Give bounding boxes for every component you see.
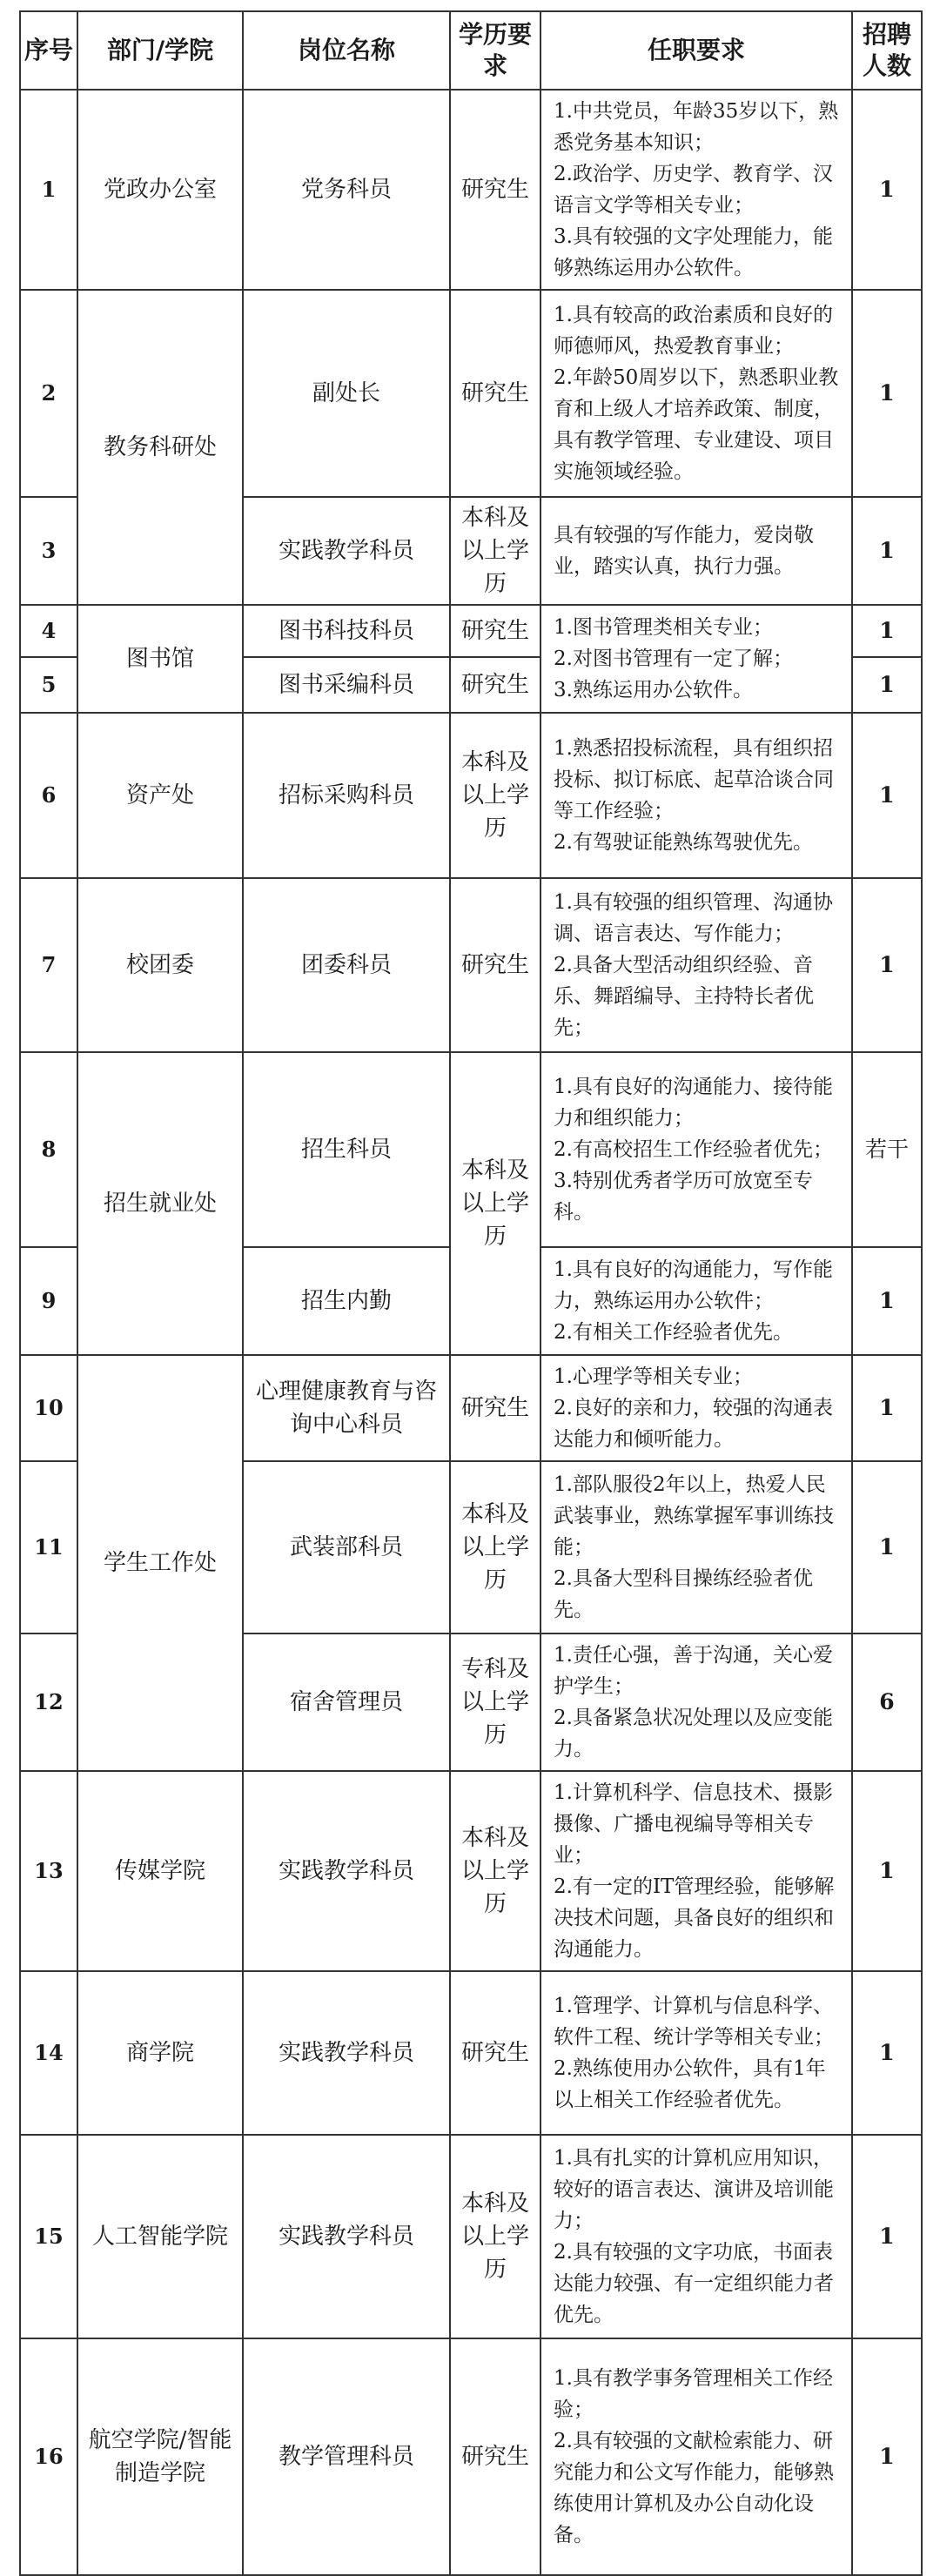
table-row <box>20 1052 922 1247</box>
row-education: 本科及以上学历 <box>450 713 540 878</box>
row-no: 3 <box>20 497 77 605</box>
header-dept: 部门/学院 <box>77 11 243 90</box>
row-education: 研究生 <box>450 878 540 1052</box>
row-education: 本科及以上学历 <box>450 2135 540 2338</box>
row-requirements <box>540 290 852 497</box>
requirement-line: 2.有驾驶证能熟练驾驶优先。 <box>554 831 813 854</box>
header-no: 序号 <box>20 11 77 90</box>
row-count: 6 <box>852 1633 922 1771</box>
row-count: 1 <box>852 290 922 497</box>
row-education: 研究生 <box>450 1355 540 1461</box>
row-requirements <box>540 605 852 713</box>
row-requirements <box>540 1971 852 2135</box>
row-requirements <box>540 90 852 290</box>
requirement-line: 2.政治学、历史学、教育学、汉语言文学等相关专业； <box>554 163 833 217</box>
requirement-line: 2.具有较强的文字功底，书面表达能力较强、有一定组织能力者优先。 <box>554 2241 834 2326</box>
header-education: 学历要求 <box>450 11 540 90</box>
requirement-line: 具有较强的写作能力，爱岗敬业，踏实认真，执行力强。 <box>554 524 814 578</box>
row-count: 1 <box>852 1461 922 1633</box>
requirement-line: 3.特别优秀者学历可放宽至专科。 <box>554 1170 813 1224</box>
table-row <box>20 878 922 1052</box>
row-position: 团委科员 <box>243 878 450 1052</box>
row-no: 12 <box>20 1633 77 1771</box>
row-requirements <box>540 1633 852 1771</box>
row-dept: 航空学院/智能制造学院 <box>77 2338 243 2575</box>
row-education: 研究生 <box>450 2338 540 2575</box>
row-position: 宿舍管理员 <box>243 1633 450 1771</box>
requirement-line: 1.具有良好的沟通能力，写作能力，熟练运用办公软件； <box>554 1258 833 1312</box>
row-position: 教学管理科员 <box>243 2338 450 2575</box>
requirement-line: 1.管理学、计算机与信息科学、软件工程、统计学等相关专业； <box>554 1995 834 2049</box>
row-position: 心理健康教育与咨询中心科员 <box>243 1355 450 1461</box>
row-position: 招生内勤 <box>243 1247 450 1355</box>
table-row <box>20 713 922 878</box>
requirement-line: 1.具有较高的政治素质和良好的师德师风，热爱教育事业； <box>554 304 833 358</box>
row-position: 图书采编科员 <box>243 657 450 713</box>
row-dept: 人工智能学院 <box>77 2135 243 2338</box>
table-row <box>20 2338 922 2575</box>
row-dept: 教务科研处 <box>77 290 243 605</box>
row-requirements <box>540 1247 852 1355</box>
row-position: 图书科技科员 <box>243 605 450 657</box>
row-education: 研究生 <box>450 657 540 713</box>
requirement-line: 1.心理学等相关专业； <box>554 1365 753 1388</box>
header-row <box>20 11 922 90</box>
row-requirements <box>540 2338 852 2575</box>
row-education: 研究生 <box>450 90 540 290</box>
row-count: 1 <box>852 1971 922 2135</box>
header-requirements: 任职要求 <box>540 11 852 90</box>
row-count: 1 <box>852 90 922 290</box>
row-no: 14 <box>20 1971 77 2135</box>
row-count: 1 <box>852 878 922 1052</box>
requirement-line: 2.年龄50周岁以下，熟悉职业教育和上级人才培养政策、制度，具有教学管理、专业建设、项目实施领域经验。 <box>554 366 839 483</box>
row-count: 若干 <box>852 1052 922 1247</box>
row-count: 1 <box>852 2338 922 2575</box>
requirement-line: 1.熟悉招投标流程，具有组织招投标、拟订标底、起草洽谈合同等工作经验； <box>554 737 834 822</box>
row-no: 8 <box>20 1052 77 1247</box>
table-row <box>20 1355 922 1461</box>
requirement-line: 2.具备大型科目操练经验者优先。 <box>554 1567 813 1621</box>
header-count: 招聘人数 <box>852 11 922 90</box>
row-education: 本科及以上学历 <box>450 1052 540 1355</box>
row-requirements <box>540 1355 852 1461</box>
row-count: 1 <box>852 605 922 657</box>
row-education: 专科及以上学历 <box>450 1633 540 1771</box>
row-no: 16 <box>20 2338 77 2575</box>
row-dept: 资产处 <box>77 713 243 878</box>
row-education: 本科及以上学历 <box>450 1461 540 1633</box>
row-education: 研究生 <box>450 290 540 497</box>
row-count: 1 <box>852 497 922 605</box>
row-no: 7 <box>20 878 77 1052</box>
row-position: 实践教学科员 <box>243 1971 450 2135</box>
row-dept: 商学院 <box>77 1971 243 2135</box>
requirement-line: 2.有相关工作经验者优先。 <box>554 1321 793 1344</box>
requirement-line: 2.良好的亲和力，较强的沟通表达能力和倾听能力。 <box>554 1397 833 1451</box>
row-requirements <box>540 2135 852 2338</box>
row-count: 1 <box>852 713 922 878</box>
table-row <box>20 90 922 290</box>
row-requirements <box>540 713 852 878</box>
requirement-line: 2.对图书管理有一定了解； <box>554 647 793 670</box>
row-no: 2 <box>20 290 77 497</box>
row-no: 6 <box>20 713 77 878</box>
requirement-line: 1.具有较强的组织管理、沟通协调、语言表达、写作能力； <box>554 891 833 945</box>
requirement-line: 1.中共党员，年龄35岁以下，熟悉党务基本知识； <box>554 100 839 154</box>
row-no: 10 <box>20 1355 77 1461</box>
row-position: 副处长 <box>243 290 450 497</box>
row-dept: 校团委 <box>77 878 243 1052</box>
row-position: 实践教学科员 <box>243 497 450 605</box>
row-count: 1 <box>852 1771 922 1971</box>
table-row <box>20 605 922 657</box>
requirement-line: 3.熟练运用办公软件。 <box>554 679 753 701</box>
row-dept: 传媒学院 <box>77 1771 243 1971</box>
row-requirements <box>540 1461 852 1633</box>
row-education: 研究生 <box>450 605 540 657</box>
row-position: 党务科员 <box>243 90 450 290</box>
row-no: 9 <box>20 1247 77 1355</box>
row-no: 15 <box>20 2135 77 2338</box>
row-requirements <box>540 1771 852 1971</box>
requirement-line: 2.有一定的IT管理经验，能够解决技术问题，具备良好的组织和沟通能力。 <box>554 1875 835 1961</box>
row-no: 13 <box>20 1771 77 1971</box>
row-count: 1 <box>852 657 922 713</box>
row-position: 招标采购科员 <box>243 713 450 878</box>
requirement-line: 1.部队服役2年以上，热爱人民武装事业，熟练掌握军事训练技能； <box>554 1473 834 1559</box>
row-count: 1 <box>852 1247 922 1355</box>
table-row <box>20 1771 922 1971</box>
requirement-line: 2.熟练使用办公软件，具有1年以上相关工作经验者优先。 <box>554 2057 826 2111</box>
requirement-line: 1.具有扎实的计算机应用知识，较好的语言表达、演讲及培训能力； <box>554 2147 834 2232</box>
requirement-line: 2.具备大型活动组织经验、音乐、舞蹈编导、主持特长者优先； <box>554 954 814 1039</box>
row-dept: 招生就业处 <box>77 1052 243 1355</box>
row-requirements <box>540 878 852 1052</box>
row-education: 本科及以上学历 <box>450 1771 540 1971</box>
requirement-line: 1.计算机科学、信息技术、摄影摄像、广播电视编导等相关专业； <box>554 1781 833 1867</box>
row-dept: 党政办公室 <box>77 90 243 290</box>
requirement-line: 2.有高校招生工作经验者优先； <box>554 1138 833 1161</box>
requirement-line: 3.具有较强的文字处理能力，能够熟练运用办公软件。 <box>554 225 833 279</box>
table-row <box>20 2135 922 2338</box>
row-position: 实践教学科员 <box>243 2135 450 2338</box>
recruitment-table <box>19 10 923 2576</box>
requirement-line: 1.具有教学事务管理相关工作经验； <box>554 2367 833 2421</box>
row-dept: 图书馆 <box>77 605 243 713</box>
row-no: 5 <box>20 657 77 713</box>
row-position: 实践教学科员 <box>243 1771 450 1971</box>
table-row <box>20 1971 922 2135</box>
row-requirements <box>540 497 852 605</box>
row-no: 4 <box>20 605 77 657</box>
row-position: 武装部科员 <box>243 1461 450 1633</box>
requirement-line: 1.责任心强，善于沟通，关心爱护学生； <box>554 1644 833 1698</box>
row-education: 本科及以上学历 <box>450 497 540 605</box>
table-row <box>20 290 922 497</box>
row-count: 1 <box>852 2135 922 2338</box>
row-no: 11 <box>20 1461 77 1633</box>
row-dept: 学生工作处 <box>77 1355 243 1771</box>
requirement-line: 1.图书管理类相关专业； <box>554 616 773 639</box>
row-position: 招生科员 <box>243 1052 450 1247</box>
requirement-line: 2.具有较强的文献检索能力、研究能力和公文写作能力，能够熟练使用计算机及办公自动化设备。 <box>554 2430 834 2546</box>
row-education: 研究生 <box>450 1971 540 2135</box>
requirement-line: 2.具备紧急状况处理以及应变能力。 <box>554 1707 833 1761</box>
row-requirements <box>540 1052 852 1247</box>
requirement-line: 1.具有良好的沟通能力、接待能力和组织能力； <box>554 1076 833 1130</box>
recruitment-table-wrapper <box>19 10 921 2576</box>
header-position: 岗位名称 <box>243 11 450 90</box>
row-no: 1 <box>20 90 77 290</box>
row-count: 1 <box>852 1355 922 1461</box>
